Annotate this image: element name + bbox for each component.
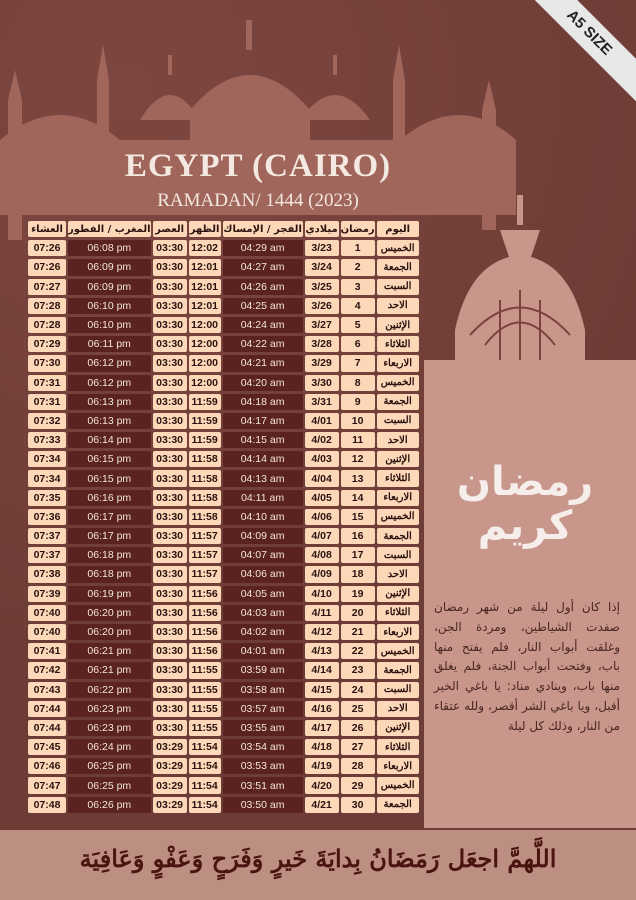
- cell-isha: 07:38: [28, 566, 66, 582]
- cell-weekday: السبت: [377, 682, 419, 698]
- cell-gregorian: 4/19: [305, 758, 339, 774]
- cell-weekday: الثلاثاء: [377, 739, 419, 755]
- cell-weekday: الثلاثاء: [377, 605, 419, 621]
- cell-weekday: الجمعة: [377, 797, 419, 813]
- cell-ramadan-day: 4: [341, 298, 375, 314]
- cell-gregorian: 4/21: [305, 797, 339, 813]
- cell-gregorian: 4/10: [305, 586, 339, 602]
- cell-asr: 03:29: [153, 739, 187, 755]
- cell-maghrib: 06:14 pm: [68, 432, 151, 448]
- cell-isha: 07:39: [28, 586, 66, 602]
- cell-fajr: 04:06 am: [223, 566, 303, 582]
- cell-asr: 03:30: [153, 259, 187, 275]
- table-row: [28, 240, 419, 256]
- cell-asr: 03:30: [153, 279, 187, 295]
- cell-maghrib: 06:23 pm: [68, 701, 151, 717]
- cell-ramadan-day: 13: [341, 470, 375, 486]
- cell-ramadan-day: 30: [341, 797, 375, 813]
- cell-dhuhr: 12:01: [189, 259, 221, 275]
- cell-dhuhr: 12:02: [189, 240, 221, 256]
- cell-asr: 03:30: [153, 586, 187, 602]
- cell-isha: 07:33: [28, 432, 66, 448]
- table-row: [28, 662, 419, 678]
- table-row: [28, 682, 419, 698]
- cell-dhuhr: 12:00: [189, 317, 221, 333]
- cell-fajr: 03:57 am: [223, 701, 303, 717]
- cell-weekday: السبت: [377, 279, 419, 295]
- table-row: [28, 279, 419, 295]
- cell-gregorian: 4/07: [305, 528, 339, 544]
- cell-gregorian: 4/11: [305, 605, 339, 621]
- header-isha: العشاء: [28, 221, 66, 237]
- cell-fajr: 04:09 am: [223, 528, 303, 544]
- cell-dhuhr: 11:54: [189, 739, 221, 755]
- cell-maghrib: 06:10 pm: [68, 317, 151, 333]
- table-row: [28, 432, 419, 448]
- cell-dhuhr: 11:56: [189, 605, 221, 621]
- cell-weekday: الثلاثاء: [377, 336, 419, 352]
- cell-asr: 03:30: [153, 509, 187, 525]
- cell-weekday: الاحد: [377, 432, 419, 448]
- cell-maghrib: 06:24 pm: [68, 739, 151, 755]
- cell-fajr: 04:10 am: [223, 509, 303, 525]
- cell-maghrib: 06:18 pm: [68, 547, 151, 563]
- table-row: [28, 375, 419, 391]
- header-fajr: الفجر / الإمساك: [223, 221, 303, 237]
- cell-gregorian: 4/13: [305, 643, 339, 659]
- cell-ramadan-day: 20: [341, 605, 375, 621]
- cell-maghrib: 06:17 pm: [68, 528, 151, 544]
- table-row: [28, 547, 419, 563]
- cell-ramadan-day: 26: [341, 720, 375, 736]
- page-subtitle: RAMADAN/ 1444 (2023): [157, 190, 359, 211]
- cell-isha: 07:44: [28, 701, 66, 717]
- cell-weekday: السبت: [377, 547, 419, 563]
- cell-ramadan-day: 2: [341, 259, 375, 275]
- cell-maghrib: 06:22 pm: [68, 682, 151, 698]
- cell-isha: 07:26: [28, 259, 66, 275]
- header-maghrib: المغرب / الفطور: [68, 221, 151, 237]
- cell-fajr: 04:15 am: [223, 432, 303, 448]
- cell-ramadan-day: 14: [341, 490, 375, 506]
- cell-gregorian: 4/05: [305, 490, 339, 506]
- cell-weekday: الإثنين: [377, 586, 419, 602]
- cell-asr: 03:30: [153, 701, 187, 717]
- cell-weekday: الخميس: [377, 240, 419, 256]
- cell-fajr: 04:29 am: [223, 240, 303, 256]
- cell-asr: 03:30: [153, 317, 187, 333]
- cell-weekday: الإثنين: [377, 317, 419, 333]
- cell-ramadan-day: 10: [341, 413, 375, 429]
- cell-isha: 07:47: [28, 777, 66, 793]
- cell-maghrib: 06:11 pm: [68, 336, 151, 352]
- dua-text: اللَّهمَّ اجعَل رَمَضَانُ بِدايَةَ خَيرٍ وَفَرَحٍ وَعَفْوٍ وَعَافِيَة: [79, 844, 557, 873]
- cell-maghrib: 06:13 pm: [68, 394, 151, 410]
- cell-asr: 03:30: [153, 394, 187, 410]
- cell-gregorian: 3/31: [305, 394, 339, 410]
- table-row: [28, 298, 419, 314]
- table-row: [28, 701, 419, 717]
- cell-fajr: 03:53 am: [223, 758, 303, 774]
- cell-ramadan-day: 18: [341, 566, 375, 582]
- cell-asr: 03:30: [153, 355, 187, 371]
- cell-gregorian: 3/30: [305, 375, 339, 391]
- cell-fajr: 03:50 am: [223, 797, 303, 813]
- table-row: [28, 605, 419, 621]
- cell-gregorian: 4/12: [305, 624, 339, 640]
- cell-gregorian: 4/20: [305, 777, 339, 793]
- cell-dhuhr: 12:00: [189, 336, 221, 352]
- cell-maghrib: 06:23 pm: [68, 720, 151, 736]
- cell-maghrib: 06:12 pm: [68, 355, 151, 371]
- table-row: [28, 528, 419, 544]
- cell-isha: 07:40: [28, 624, 66, 640]
- cell-maghrib: 06:09 pm: [68, 279, 151, 295]
- cell-dhuhr: 11:58: [189, 451, 221, 467]
- table-row: [28, 566, 419, 582]
- cell-weekday: الخميس: [377, 509, 419, 525]
- cell-isha: 07:28: [28, 298, 66, 314]
- table-row: [28, 413, 419, 429]
- side-panel: [424, 360, 636, 828]
- cell-dhuhr: 11:55: [189, 682, 221, 698]
- cell-fajr: 04:22 am: [223, 336, 303, 352]
- cell-ramadan-day: 6: [341, 336, 375, 352]
- cell-asr: 03:30: [153, 720, 187, 736]
- cell-weekday: الخميس: [377, 375, 419, 391]
- cell-fajr: 03:54 am: [223, 739, 303, 755]
- cell-gregorian: 4/18: [305, 739, 339, 755]
- table-row: [28, 586, 419, 602]
- cell-dhuhr: 11:57: [189, 566, 221, 582]
- cell-maghrib: 06:09 pm: [68, 259, 151, 275]
- cell-isha: 07:34: [28, 451, 66, 467]
- header-weekday: اليوم: [377, 221, 419, 237]
- cell-weekday: الاحد: [377, 298, 419, 314]
- cell-isha: 07:30: [28, 355, 66, 371]
- cell-gregorian: 4/06: [305, 509, 339, 525]
- cell-isha: 07:40: [28, 605, 66, 621]
- cell-ramadan-day: 12: [341, 451, 375, 467]
- cell-asr: 03:30: [153, 643, 187, 659]
- cell-ramadan-day: 22: [341, 643, 375, 659]
- cell-maghrib: 06:17 pm: [68, 509, 151, 525]
- cell-dhuhr: 12:01: [189, 279, 221, 295]
- header-gregorian: ميلادي: [305, 221, 339, 237]
- cell-fajr: 04:11 am: [223, 490, 303, 506]
- cell-gregorian: 3/27: [305, 317, 339, 333]
- page-title: EGYPT (CAIRO): [124, 148, 392, 184]
- cell-asr: 03:30: [153, 451, 187, 467]
- cell-maghrib: 06:15 pm: [68, 470, 151, 486]
- cell-weekday: الجمعة: [377, 528, 419, 544]
- cell-dhuhr: 11:54: [189, 777, 221, 793]
- cell-dhuhr: 11:54: [189, 758, 221, 774]
- cell-gregorian: 4/14: [305, 662, 339, 678]
- cell-dhuhr: 11:55: [189, 662, 221, 678]
- cell-weekday: الاربعاء: [377, 355, 419, 371]
- cell-gregorian: 3/26: [305, 298, 339, 314]
- cell-gregorian: 4/17: [305, 720, 339, 736]
- cell-isha: 07:37: [28, 547, 66, 563]
- cell-asr: 03:29: [153, 777, 187, 793]
- cell-gregorian: 4/09: [305, 566, 339, 582]
- cell-maghrib: 06:26 pm: [68, 797, 151, 813]
- cell-asr: 03:30: [153, 528, 187, 544]
- cell-asr: 03:30: [153, 605, 187, 621]
- cell-fajr: 03:55 am: [223, 720, 303, 736]
- cell-ramadan-day: 16: [341, 528, 375, 544]
- cell-asr: 03:30: [153, 432, 187, 448]
- cell-fajr: 04:20 am: [223, 375, 303, 391]
- cell-weekday: الجمعة: [377, 394, 419, 410]
- cell-dhuhr: 11:56: [189, 586, 221, 602]
- cell-weekday: الإثنين: [377, 451, 419, 467]
- table-row: [28, 451, 419, 467]
- cell-maghrib: 06:20 pm: [68, 624, 151, 640]
- cell-maghrib: 06:20 pm: [68, 605, 151, 621]
- cell-asr: 03:30: [153, 682, 187, 698]
- size-badge: A5 SIZE: [518, 0, 636, 104]
- table-row: [28, 470, 419, 486]
- cell-gregorian: 4/16: [305, 701, 339, 717]
- cell-fajr: 04:21 am: [223, 355, 303, 371]
- cell-fajr: 04:18 am: [223, 394, 303, 410]
- prayer-timetable: [26, 218, 421, 816]
- cell-asr: 03:30: [153, 413, 187, 429]
- cell-dhuhr: 12:01: [189, 298, 221, 314]
- header-dhuhr: الظهر: [189, 221, 221, 237]
- cell-gregorian: 4/15: [305, 682, 339, 698]
- cell-asr: 03:30: [153, 624, 187, 640]
- cell-dhuhr: 11:58: [189, 490, 221, 506]
- cell-maghrib: 06:21 pm: [68, 662, 151, 678]
- table-row: [28, 777, 419, 793]
- cell-isha: 07:42: [28, 662, 66, 678]
- cell-ramadan-day: 1: [341, 240, 375, 256]
- cell-maghrib: 06:19 pm: [68, 586, 151, 602]
- cell-fajr: 03:59 am: [223, 662, 303, 678]
- table-row: [28, 720, 419, 736]
- cell-dhuhr: 11:57: [189, 547, 221, 563]
- cell-fajr: 04:03 am: [223, 605, 303, 621]
- cell-weekday: الاربعاء: [377, 490, 419, 506]
- cell-maghrib: 06:18 pm: [68, 566, 151, 582]
- cell-weekday: الخميس: [377, 777, 419, 793]
- cell-isha: 07:37: [28, 528, 66, 544]
- cell-isha: 07:27: [28, 279, 66, 295]
- hadith-text: إذا كان أول ليلة من شهر رمضان صفدت الشياطين، ومردة الجن، وغلقت أبواب النار، فلم يفتح منها باب، وفتحت أبواب الجنة، فلم يغلق منها باب، وينادي مناد: يا باغي الخير أقبل، ويا باغي الشر أقصر، ولله عتقاء من النار، وذلك كل ليلة: [434, 600, 620, 733]
- cell-isha: 07:32: [28, 413, 66, 429]
- ramadan-kareem-calligraphy: رمضان كريم: [456, 459, 594, 549]
- table-row: [28, 259, 419, 275]
- cell-fajr: 03:58 am: [223, 682, 303, 698]
- cell-isha: 07:48: [28, 797, 66, 813]
- table-row: [28, 797, 419, 813]
- cell-gregorian: 3/23: [305, 240, 339, 256]
- cell-ramadan-day: 9: [341, 394, 375, 410]
- cell-fajr: 03:51 am: [223, 777, 303, 793]
- cell-asr: 03:30: [153, 490, 187, 506]
- table-row: [28, 355, 419, 371]
- cell-dhuhr: 11:55: [189, 701, 221, 717]
- cell-maghrib: 06:10 pm: [68, 298, 151, 314]
- cell-dhuhr: 11:54: [189, 797, 221, 813]
- table-row: [28, 624, 419, 640]
- cell-maghrib: 06:21 pm: [68, 643, 151, 659]
- cell-gregorian: 3/29: [305, 355, 339, 371]
- cell-dhuhr: 11:58: [189, 509, 221, 525]
- cell-isha: 07:45: [28, 739, 66, 755]
- header-ramadan-day: رمضان: [341, 221, 375, 237]
- cell-isha: 07:34: [28, 470, 66, 486]
- cell-isha: 07:41: [28, 643, 66, 659]
- cell-fajr: 04:27 am: [223, 259, 303, 275]
- cell-weekday: الثلاثاء: [377, 470, 419, 486]
- cell-ramadan-day: 24: [341, 682, 375, 698]
- cell-fajr: 04:17 am: [223, 413, 303, 429]
- cell-asr: 03:30: [153, 470, 187, 486]
- cell-maghrib: 06:15 pm: [68, 451, 151, 467]
- cell-gregorian: 3/28: [305, 336, 339, 352]
- table-row: [28, 643, 419, 659]
- cell-isha: 07:26: [28, 240, 66, 256]
- table-row: [28, 336, 419, 352]
- cell-fajr: 04:13 am: [223, 470, 303, 486]
- cell-gregorian: 4/08: [305, 547, 339, 563]
- cell-weekday: الإثنين: [377, 720, 419, 736]
- cell-dhuhr: 11:59: [189, 413, 221, 429]
- cell-weekday: الخميس: [377, 643, 419, 659]
- table-row: [28, 317, 419, 333]
- cell-fajr: 04:24 am: [223, 317, 303, 333]
- cell-isha: 07:29: [28, 336, 66, 352]
- cell-ramadan-day: 19: [341, 586, 375, 602]
- cell-ramadan-day: 17: [341, 547, 375, 563]
- cell-dhuhr: 11:59: [189, 432, 221, 448]
- cell-asr: 03:29: [153, 797, 187, 813]
- cell-maghrib: 06:25 pm: [68, 758, 151, 774]
- cell-fajr: 04:01 am: [223, 643, 303, 659]
- cell-gregorian: 4/04: [305, 470, 339, 486]
- table-row: [28, 758, 419, 774]
- cell-gregorian: 4/01: [305, 413, 339, 429]
- table-header-row: [28, 221, 419, 237]
- cell-ramadan-day: 15: [341, 509, 375, 525]
- cell-dhuhr: 11:59: [189, 394, 221, 410]
- cell-maghrib: 06:16 pm: [68, 490, 151, 506]
- cell-maghrib: 06:12 pm: [68, 375, 151, 391]
- cell-gregorian: 4/03: [305, 451, 339, 467]
- cell-asr: 03:30: [153, 298, 187, 314]
- cell-isha: 07:44: [28, 720, 66, 736]
- cell-ramadan-day: 23: [341, 662, 375, 678]
- cell-ramadan-day: 27: [341, 739, 375, 755]
- cell-fajr: 04:26 am: [223, 279, 303, 295]
- cell-ramadan-day: 8: [341, 375, 375, 391]
- cell-weekday: الاحد: [377, 566, 419, 582]
- table-row: [28, 490, 419, 506]
- cell-fajr: 04:25 am: [223, 298, 303, 314]
- cell-maghrib: 06:25 pm: [68, 777, 151, 793]
- table-row: [28, 394, 419, 410]
- cell-fajr: 04:07 am: [223, 547, 303, 563]
- cell-ramadan-day: 28: [341, 758, 375, 774]
- cell-maghrib: 06:13 pm: [68, 413, 151, 429]
- cell-ramadan-day: 11: [341, 432, 375, 448]
- cell-maghrib: 06:08 pm: [68, 240, 151, 256]
- header-asr: العصر: [153, 221, 187, 237]
- cell-gregorian: 4/02: [305, 432, 339, 448]
- cell-fajr: 04:02 am: [223, 624, 303, 640]
- cell-fajr: 04:14 am: [223, 451, 303, 467]
- cell-asr: 03:30: [153, 336, 187, 352]
- cell-ramadan-day: 5: [341, 317, 375, 333]
- cell-weekday: الجمعة: [377, 662, 419, 678]
- cell-weekday: الاربعاء: [377, 758, 419, 774]
- cell-isha: 07:36: [28, 509, 66, 525]
- cell-weekday: السبت: [377, 413, 419, 429]
- cell-asr: 03:29: [153, 758, 187, 774]
- cell-isha: 07:28: [28, 317, 66, 333]
- cell-asr: 03:30: [153, 566, 187, 582]
- cell-dhuhr: 11:58: [189, 470, 221, 486]
- cell-weekday: الاحد: [377, 701, 419, 717]
- cell-dhuhr: 11:56: [189, 624, 221, 640]
- cell-dhuhr: 11:55: [189, 720, 221, 736]
- cell-ramadan-day: 3: [341, 279, 375, 295]
- cell-fajr: 04:05 am: [223, 586, 303, 602]
- cell-dhuhr: 12:00: [189, 355, 221, 371]
- cell-weekday: الاربعاء: [377, 624, 419, 640]
- table-row: [28, 509, 419, 525]
- table-row: [28, 739, 419, 755]
- cell-isha: 07:31: [28, 394, 66, 410]
- cell-asr: 03:30: [153, 375, 187, 391]
- cell-dhuhr: 11:57: [189, 528, 221, 544]
- cell-asr: 03:30: [153, 240, 187, 256]
- cell-dhuhr: 12:00: [189, 375, 221, 391]
- cell-ramadan-day: 7: [341, 355, 375, 371]
- cell-ramadan-day: 29: [341, 777, 375, 793]
- cell-asr: 03:30: [153, 662, 187, 678]
- cell-isha: 07:35: [28, 490, 66, 506]
- cell-ramadan-day: 21: [341, 624, 375, 640]
- cell-isha: 07:43: [28, 682, 66, 698]
- cell-ramadan-day: 25: [341, 701, 375, 717]
- cell-isha: 07:31: [28, 375, 66, 391]
- cell-dhuhr: 11:56: [189, 643, 221, 659]
- cell-weekday: الجمعة: [377, 259, 419, 275]
- cell-asr: 03:30: [153, 547, 187, 563]
- cell-gregorian: 3/25: [305, 279, 339, 295]
- cell-isha: 07:46: [28, 758, 66, 774]
- cell-gregorian: 3/24: [305, 259, 339, 275]
